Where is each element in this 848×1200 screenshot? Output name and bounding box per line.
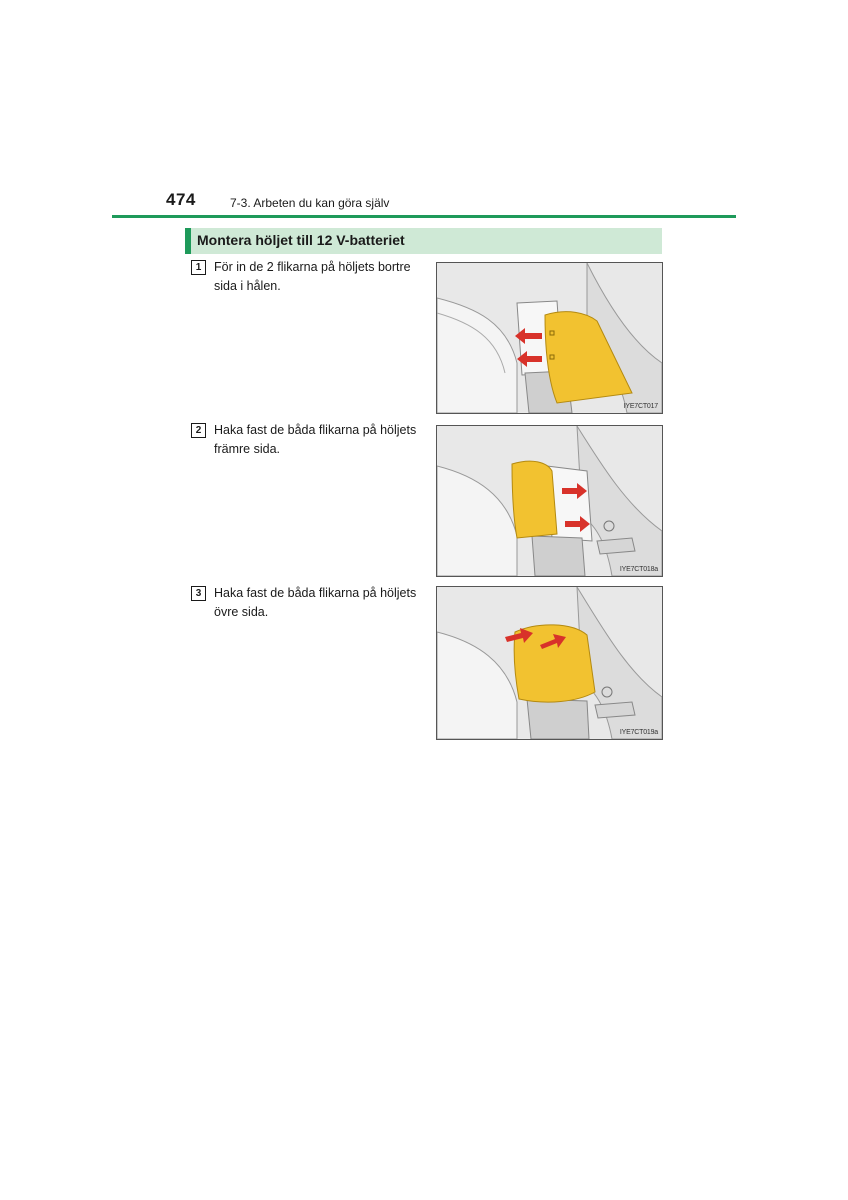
section-reference: 7-3. Arbeten du kan göra själv [230, 196, 390, 210]
figure-2 [436, 425, 663, 577]
figure-3 [436, 586, 663, 740]
page-number: 474 [166, 190, 196, 209]
step-number-1: 1 [191, 260, 206, 275]
figure-code-2: IYE7CT018a [619, 566, 658, 573]
step-text-1: För in de 2 flikarna på höljets bortre sida i hålen. [214, 260, 411, 293]
section-title-bar [185, 228, 662, 254]
figure-code-3: IYE7CT019a [619, 729, 658, 736]
step-text-3: Haka fast de båda flikarna på höljets övre sida. [214, 586, 417, 619]
step-number-3: 3 [191, 586, 206, 601]
figure-1 [436, 262, 663, 414]
step-number-2: 2 [191, 423, 206, 438]
header-rule [112, 215, 736, 218]
step-text-2: Haka fast de båda flikarna på höljets främre sida. [214, 423, 417, 456]
figure-code-1: IYE7CT017 [623, 403, 658, 410]
section-title: Montera höljet till 12 V-batteriet [197, 232, 405, 248]
